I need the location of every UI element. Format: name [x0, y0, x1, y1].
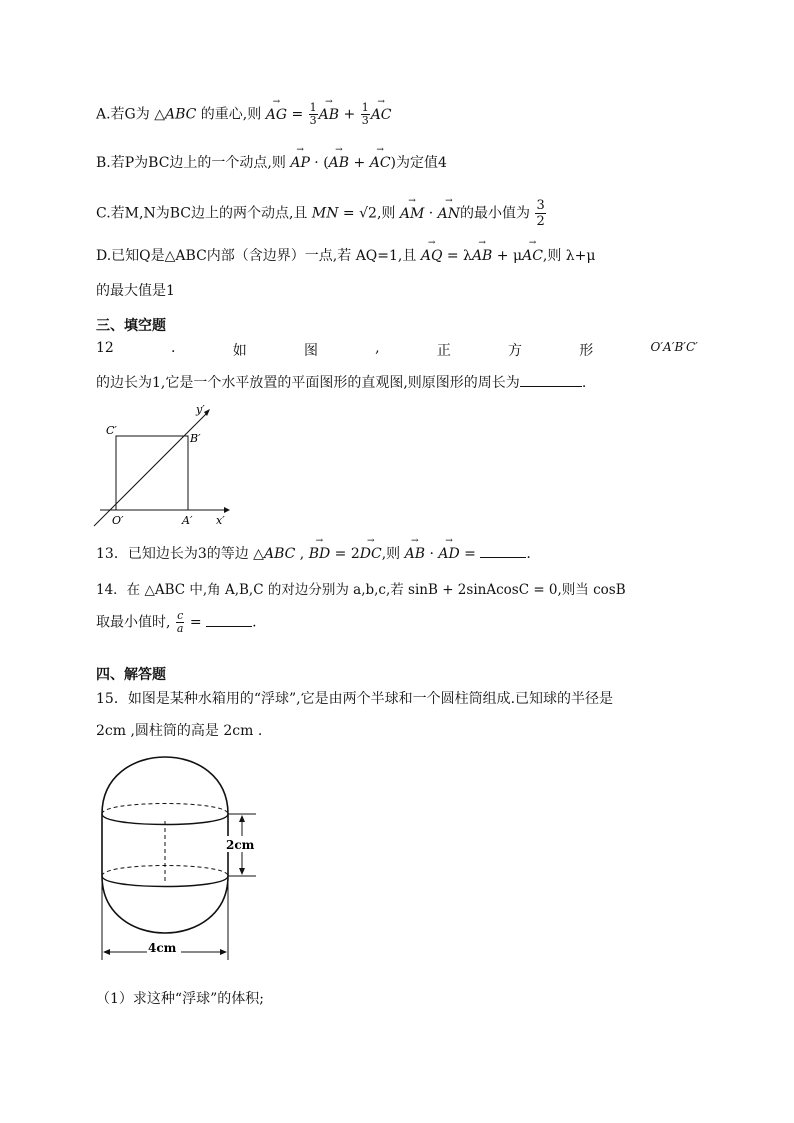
q14-line2: 取最小值时, $\frac{c}{a}$ = .	[96, 609, 257, 635]
top-ellipse-back	[102, 804, 228, 815]
q15-line2: 2cm ,圆柱筒的高是 2cm .	[96, 723, 263, 739]
q14-answer-blank[interactable]	[206, 626, 252, 627]
option-a: A.若G为 △ABC 的重心,则 → AG = $\frac{1}{3}$ → AB + $\frac{1}{3}$ → AC	[96, 102, 392, 127]
label-x: x′	[216, 514, 225, 527]
x-axis-arrow	[224, 507, 230, 513]
q12-label: O′A′B′C′	[650, 340, 698, 354]
q13: 13．已知边长为3的等边 △ABC , → BD = 2→ DC,则 → AB · → AD = .	[96, 543, 531, 563]
option-c: C.若M,N为BC边上的两个动点,且 MN = √2,则 → AM · → AN的最小值为 $\frac{3}{2}$	[96, 198, 547, 229]
option-b-suffix: 为定值4	[396, 155, 447, 171]
top-hemisphere	[102, 757, 228, 814]
label-y: y′	[196, 403, 205, 416]
label-b: B′	[190, 432, 201, 445]
vec-ag: → AG	[266, 107, 287, 123]
option-d-line2: 的最大值是1	[96, 283, 175, 299]
width-label: 4cm	[148, 941, 177, 955]
q12-line1: 12 . 如 图 , 正 方 形 O′A′B′C′	[96, 340, 698, 359]
bottom-hemisphere	[102, 876, 228, 933]
float-ball-figure	[92, 752, 272, 964]
option-b: B.若P为BC边上的一个动点,则 → AP · (→ AB + → AC)为定值4	[96, 152, 447, 172]
square-outline	[116, 436, 188, 510]
section-heading-fill-in: 三、填空题	[96, 318, 166, 334]
oblique-square-figure	[92, 400, 242, 530]
label-a: A′	[182, 514, 193, 527]
q13-answer-blank[interactable]	[480, 557, 526, 558]
q15-line1: 15．如图是某种水箱用的“浮球”,它是由两个半球和一个圆柱筒组成.已知球的半径是	[96, 691, 614, 707]
frac-three-halves: $\frac{3}{2}$	[536, 198, 545, 229]
label-o: O′	[112, 514, 124, 527]
frac-one-third: $\frac{1}{3}$	[309, 101, 317, 127]
option-d: D.已知Q是△ABC内部（含边界）一点,若 AQ=1,且 → AQ = λ→ AB + μ→ AC,则 λ+μ	[96, 245, 596, 265]
height-label: 2cm	[226, 838, 255, 852]
section-heading-solutions: 四、解答题	[96, 667, 166, 683]
q12-answer-blank[interactable]	[520, 386, 582, 387]
q15-part1: （1）求这种“浮球”的体积;	[96, 991, 264, 1007]
label-c: C′	[106, 424, 117, 437]
option-d-line1: D.已知Q是△ABC内部（含边界）一点,若 AQ=1,且	[96, 248, 417, 264]
option-b-prefix: B.若P为BC边上的一个动点,则	[96, 155, 286, 171]
option-a-mid: 的重心,则	[200, 106, 262, 123]
option-c-prefix: C.若M,N为BC边上的两个动点,且	[96, 205, 308, 222]
option-a-prefix: A.若G为	[96, 106, 150, 123]
q12-line2: 的边长为1,它是一个水平放置的平面图形的直观图,则原图形的周长为 .	[96, 375, 587, 391]
option-c-suffix: 的最小值为	[460, 205, 531, 222]
q14-line1: 14．在 △ABC 中,角 A,B,C 的对边分别为 a,b,c,若 sinB + 2sinAcosC = 0,则当 cosB	[96, 582, 626, 598]
